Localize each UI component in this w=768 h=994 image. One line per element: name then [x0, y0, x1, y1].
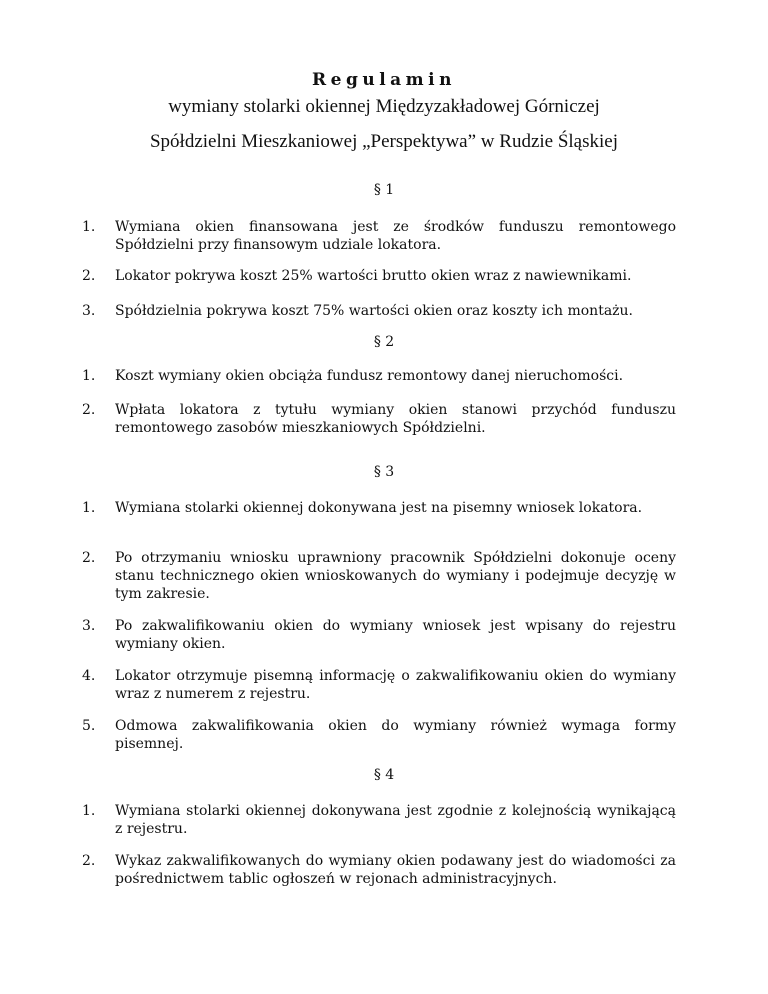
item-number: 1.: [82, 500, 96, 516]
item-number: 1.: [82, 803, 96, 819]
section-4-item-2: [82, 852, 676, 888]
document-subtitle-line2: Spółdzielni Mieszkaniowej „Perspektywa” w Rudzie Śląskiej: [149, 131, 619, 152]
item-text: Po zakwalifikowaniu okien do wymiany wniosek jest wpisany do rejestru wymiany okien.: [115, 618, 676, 652]
item-text: Lokator otrzymuje pisemną informację o zakwalifikowaniu okien do wymiany wraz z numerem z rejestru.: [115, 668, 676, 702]
item-text: Spółdzielnia pokrywa koszt 75% wartości okien oraz koszty ich montażu.: [115, 303, 634, 319]
item-number: 2.: [82, 550, 96, 566]
section-2-item-2: [82, 401, 676, 437]
section-3-item-4: [82, 667, 676, 703]
item-number: 4.: [82, 668, 96, 684]
item-number: 5.: [82, 718, 96, 734]
section-3-item-2: [82, 549, 676, 603]
section-3-item-3: [82, 617, 676, 653]
item-text: Koszt wymiany okien obciąża fundusz remontowy danej nieruchomości.: [115, 368, 624, 384]
item-number: 1.: [82, 219, 96, 235]
item-number: 2.: [82, 853, 96, 869]
item-number: 3.: [82, 303, 96, 319]
section-heading-1: § 1: [373, 182, 395, 198]
section-3-item-5: [82, 717, 676, 753]
section-4-item-1: [82, 802, 676, 838]
item-text: Wpłata lokatora z tytułu wymiany okien stanowi przychód funduszu remontowego zasobów mieszkaniowych Spółdzielni.: [115, 402, 676, 436]
document-subtitle-line1: wymiany stolarki okiennej Międzyzakładowej Górniczej: [168, 96, 600, 117]
item-text: Odmowa zakwalifikowania okien do wymiany również wymaga formy pisemnej.: [115, 718, 676, 752]
section-heading-3: § 3: [373, 464, 395, 480]
section-heading-4: § 4: [373, 767, 395, 783]
item-text: Wymiana stolarki okiennej dokonywana jest zgodnie z kolejnością wynikającą z rejestru.: [115, 803, 676, 837]
item-text: Lokator pokrywa koszt 25% wartości brutto okien wraz z nawiewnikami.: [115, 268, 632, 284]
item-text: Wymiana stolarki okiennej dokonywana jest na pisemny wniosek lokatora.: [115, 500, 643, 516]
document-title: Regulamin: [312, 70, 456, 90]
section-heading-2: § 2: [373, 334, 395, 350]
item-number: 2.: [82, 268, 96, 284]
item-number: 2.: [82, 402, 96, 418]
item-text: Wymiana okien finansowana jest ze środków funduszu remontowego Spółdzielni przy finansowym udziale lokatora.: [115, 219, 676, 253]
section-1-item-3: [82, 302, 676, 320]
section-3-item-1: [82, 499, 676, 517]
section-2-item-1: [82, 367, 676, 385]
item-number: 1.: [82, 368, 96, 384]
item-text: Po otrzymaniu wniosku uprawniony pracownik Spółdzielni dokonuje oceny stanu technicznego okien wnioskowanych do wymiany i podejmuje decyzję w tym zakresie.: [115, 550, 676, 602]
section-1-item-1: [82, 218, 676, 254]
item-text: Wykaz zakwalifikowanych do wymiany okien podawany jest do wiadomości za pośrednictwem tablic ogłoszeń w rejonach administracyjnych.: [115, 853, 676, 887]
section-1-item-2: [82, 267, 676, 285]
item-number: 3.: [82, 618, 96, 634]
